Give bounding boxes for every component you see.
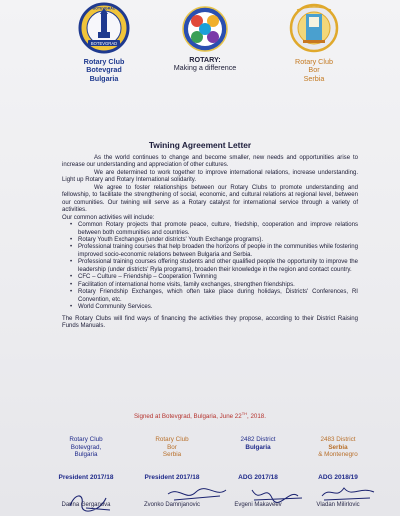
org-line: Serbia bbox=[328, 443, 348, 451]
document-body bbox=[62, 155, 358, 330]
org-line: Rotary Club bbox=[69, 436, 103, 443]
emblem-ring-text: BOTEVGRAD bbox=[92, 6, 116, 11]
org-line: & Montenegro bbox=[318, 451, 358, 459]
activity-item: • CFC – Culture – Friendship – Cooperation Twinning bbox=[70, 274, 358, 281]
paragraph-1: As the world continues to change and become smaller, new needs and opportunities arise to increase our understanding and appreciation of other cultures. bbox=[62, 155, 358, 169]
activities-intro: Our common activities will include: bbox=[62, 214, 155, 221]
signatory-3-role: ADG 2017/18 bbox=[238, 474, 278, 481]
org-line: Serbia bbox=[162, 451, 182, 459]
signatory-3-org bbox=[222, 436, 294, 451]
org-line: Rotary Club bbox=[155, 436, 189, 443]
activity-item: • Professional training courses offering students and other qualified people the opportunity to improve the leadership (under districts' Ryla programs), broaden their knowledge in the region and contact country. bbox=[70, 259, 358, 274]
signatory-2-org bbox=[136, 436, 208, 459]
right-logo-caption-2: Bor bbox=[308, 65, 320, 75]
right-logo-caption-1: Rotary Club bbox=[295, 57, 333, 66]
signatory-4-name: Vladan Milirlovic bbox=[316, 502, 360, 508]
signed-year: , 2018. bbox=[247, 413, 266, 421]
emblem-ribbon-text: BOTEVGRAD bbox=[90, 41, 118, 46]
bor-club-logo bbox=[262, 2, 366, 83]
paragraph-2: We are determined to work together to improve international relations, increase understanding. Light up Rotary and Rotary International solidarity. bbox=[62, 169, 358, 184]
signatory-4-org bbox=[302, 436, 374, 459]
org-line: Botevgrad, bbox=[70, 443, 102, 451]
activities-list bbox=[70, 222, 358, 311]
right-logo-caption-3: Serbia bbox=[303, 73, 325, 83]
signatory-1-org bbox=[50, 436, 122, 459]
left-logo-caption-1: Rotary Club bbox=[83, 57, 125, 66]
mid-logo-caption-1: ROTARY: bbox=[189, 55, 221, 64]
signed-date-suffix: TH bbox=[241, 411, 248, 416]
signatory-4-role: ADG 2018/19 bbox=[318, 474, 358, 481]
left-logo-caption-2: Botevgrad bbox=[86, 65, 122, 75]
org-line: Bulgaria bbox=[74, 451, 98, 459]
org-line: Bulgaria bbox=[245, 443, 271, 451]
activity-item: • Rotary Friendship Exchanges, which often take place during holidays, Districts' Conferences, RI Convention, etc. bbox=[70, 289, 358, 304]
closing-paragraph: The Rotary Clubs will find ways of financing the activities they propose, according to their District Raising Funds Manuals. bbox=[62, 315, 358, 329]
signatory-1-role: President 2017/18 bbox=[58, 474, 114, 481]
paragraph-3: We agree to foster relationships between our Rotary Clubs to promote understanding and fellowship, to facilitate the strengthening of social, economic, and cultural relations at regional level, between our comunities. Our twining will serve as a Rotary catalyst for international service through a variety of activities. bbox=[62, 184, 358, 214]
activity-item: • Facilitation of international home visits, family exchanges, strengthen friendships. bbox=[70, 282, 358, 289]
signed-date-line bbox=[0, 411, 400, 420]
signed-prefix: Signed at Botevgrad, Bulgaria, June 22 bbox=[134, 413, 242, 421]
botevgrad-emblem-icon bbox=[78, 2, 130, 54]
rotary-theme-logo bbox=[150, 6, 260, 73]
left-logo-caption-3: Bulgaria bbox=[89, 73, 119, 83]
activity-item: • World Community Services. bbox=[70, 304, 358, 311]
signatory-2-role: President 2017/18 bbox=[144, 474, 200, 481]
signatory-3-name: Evgeni Makaveev bbox=[234, 502, 282, 508]
activity-item: • Common Rotary projects that promote peace, culture, friedship, cooperation and improve relations between both communities and countries. bbox=[70, 222, 358, 237]
activity-item: • Professional training courses that help broaden the horizons of people in the communities while fostering improved socio-economic relations between Bulgaria and Serbia. bbox=[70, 244, 358, 259]
document-title: Twining Agreement Letter bbox=[148, 140, 252, 150]
org-line: 2482 District bbox=[240, 436, 276, 443]
handwritten-signatures bbox=[40, 484, 400, 516]
signatory-2-name: Zvonko Damnjanovic bbox=[143, 502, 201, 508]
signatory-1-name: Darina Gerganova bbox=[61, 502, 111, 508]
org-line: 2483 District bbox=[320, 436, 356, 443]
header-logos bbox=[0, 0, 400, 112]
rotary-making-a-difference-icon bbox=[182, 6, 228, 52]
botevgrad-club-logo bbox=[52, 2, 156, 83]
bor-emblem-icon bbox=[289, 2, 339, 54]
mid-logo-caption-2: Making a difference bbox=[173, 63, 237, 73]
activity-item: • Rotary Youth Exchanges (under districts' Youth Exchange programs). bbox=[70, 237, 358, 244]
org-line: Bor bbox=[167, 443, 177, 451]
